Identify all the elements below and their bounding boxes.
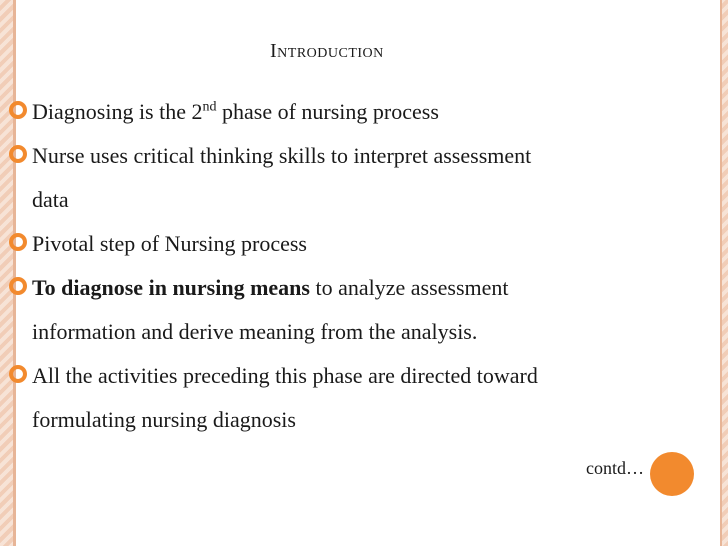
bullet-icon (8, 276, 28, 296)
list-item-text-line2: formulating nursing diagnosis (32, 407, 296, 432)
bullet-list (8, 90, 708, 442)
list-item-text-line2: data (32, 187, 69, 212)
list-item-text-line2: information and derive meaning from the analysis. (32, 319, 478, 344)
list-item (8, 354, 708, 442)
list-item-text: Diagnosing is the 2nd phase of nursing process (32, 99, 439, 124)
bullet-icon (8, 364, 28, 384)
list-item (8, 134, 708, 222)
list-item-text-line1: Nurse uses critical thinking skills to interpret assessment (32, 143, 532, 168)
list-item-text: Pivotal step of Nursing process (32, 231, 307, 256)
list-item (8, 266, 708, 354)
slide-title: Introduction (270, 40, 384, 62)
list-item-text-line1: To diagnose in nursing means to analyze assessment (32, 275, 509, 300)
bullet-icon (8, 144, 28, 164)
continued-label: contd… (586, 458, 644, 478)
bullet-icon (8, 100, 28, 120)
bullet-icon (8, 232, 28, 252)
list-item (8, 222, 708, 266)
continued-circle-icon (650, 452, 694, 496)
right-decorative-border (720, 0, 728, 546)
list-item-text-line1: All the activities preceding this phase are directed toward (32, 363, 538, 388)
list-item (8, 90, 708, 134)
